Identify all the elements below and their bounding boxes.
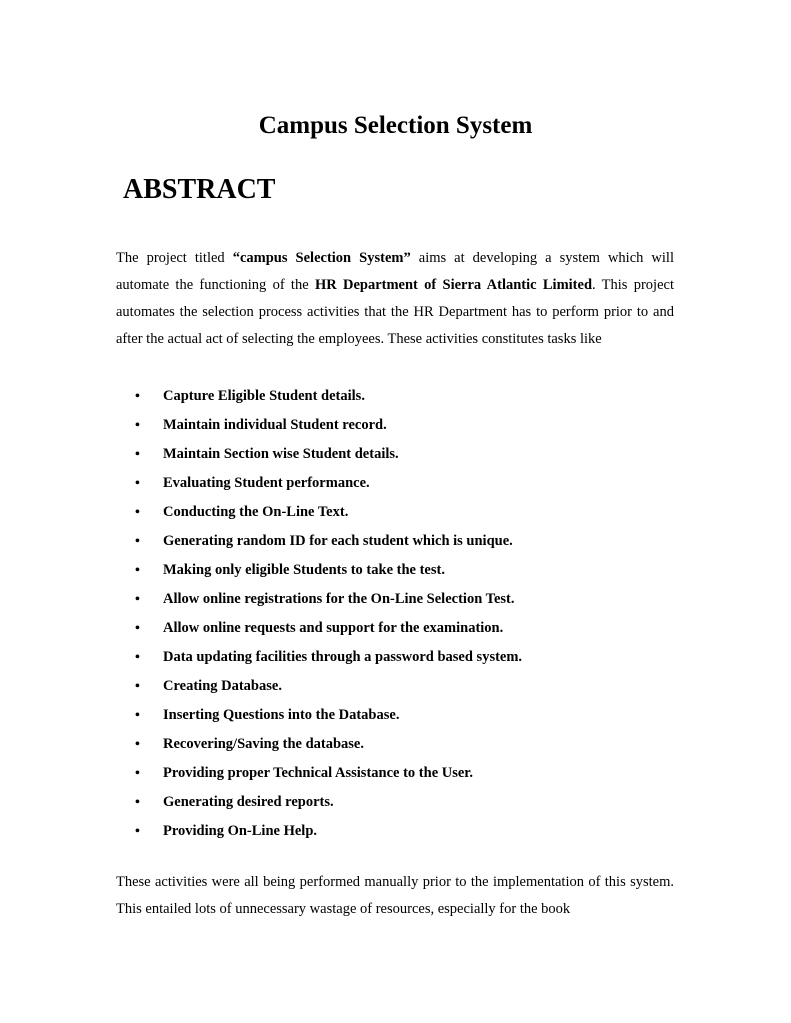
bullet-icon: • (135, 389, 140, 404)
list-item (135, 469, 522, 498)
document-title: Campus Selection System (258, 112, 533, 139)
bullet-icon: • (135, 476, 140, 491)
closing-paragraph: These activities were all being performed manually prior to the implementation of this system. This entailed lots of unnecessary wastage of resources, especially for the book (116, 874, 674, 917)
bullet-icon: • (135, 737, 140, 752)
list-item (135, 440, 522, 469)
list-item-text: Allow online registrations for the On-Line Selection Test. (163, 591, 515, 607)
list-item (135, 498, 522, 527)
list-item (135, 788, 522, 817)
list-item-text: Conducting the On-Line Text. (163, 504, 349, 520)
bullet-icon: • (135, 447, 140, 462)
bullet-icon: • (135, 708, 140, 723)
bullet-icon: • (135, 679, 140, 694)
list-item (135, 614, 522, 643)
list-item-text: Data updating facilities through a password based system. (163, 649, 523, 665)
bullet-icon: • (135, 592, 140, 607)
bullet-icon: • (135, 505, 140, 520)
task-list (135, 382, 522, 846)
list-item-text: Maintain individual Student record. (163, 417, 387, 433)
intro-text-2: aims at developing a system which will automate the functioning of the (116, 250, 674, 293)
list-item-text: Generating random ID for each student which is unique. (163, 533, 513, 549)
list-item (135, 672, 522, 701)
list-item (135, 411, 522, 440)
bullet-icon: • (135, 563, 140, 578)
bullet-icon: • (135, 824, 140, 839)
abstract-heading: ABSTRACT (123, 174, 276, 205)
list-item-text: Recovering/Saving the database. (163, 736, 364, 752)
list-item (135, 817, 522, 846)
intro-paragraph (116, 245, 674, 353)
department-name: HR Department of Sierra Atlantic Limited (314, 277, 593, 293)
list-item (135, 643, 522, 672)
list-item-text: Allow online requests and support for the examination. (163, 620, 504, 636)
list-item-text: Capture Eligible Student details. (163, 388, 365, 404)
list-item-text: Providing On-Line Help. (163, 823, 318, 839)
list-item (135, 527, 522, 556)
list-item-text: Providing proper Technical Assistance to the User. (163, 765, 474, 781)
bullet-icon: • (135, 621, 140, 636)
list-item (135, 585, 522, 614)
intro-text-1: The project titled (116, 250, 233, 266)
bullet-icon: • (135, 650, 140, 665)
bullet-icon: • (135, 418, 140, 433)
bullet-icon: • (135, 534, 140, 549)
list-item-text: Evaluating Student performance. (163, 475, 370, 491)
list-item (135, 556, 522, 585)
intro-text-3: . This project automates the selection process activities that the HR Department has to perform prior to and after the actual act of selecting the employees. These activities constitutes tasks like (116, 277, 674, 347)
list-item (135, 730, 522, 759)
list-item-text: Generating desired reports. (163, 794, 334, 810)
bullet-icon: • (135, 766, 140, 781)
project-name: “campus Selection System” (232, 250, 411, 266)
list-item-text: Inserting Questions into the Database. (163, 707, 400, 723)
list-item (135, 759, 522, 788)
list-item-text: Maintain Section wise Student details. (163, 446, 399, 462)
list-item (135, 382, 522, 411)
list-item-text: Creating Database. (163, 678, 282, 694)
list-item (135, 701, 522, 730)
bullet-icon: • (135, 795, 140, 810)
list-item-text: Making only eligible Students to take the test. (163, 562, 445, 578)
